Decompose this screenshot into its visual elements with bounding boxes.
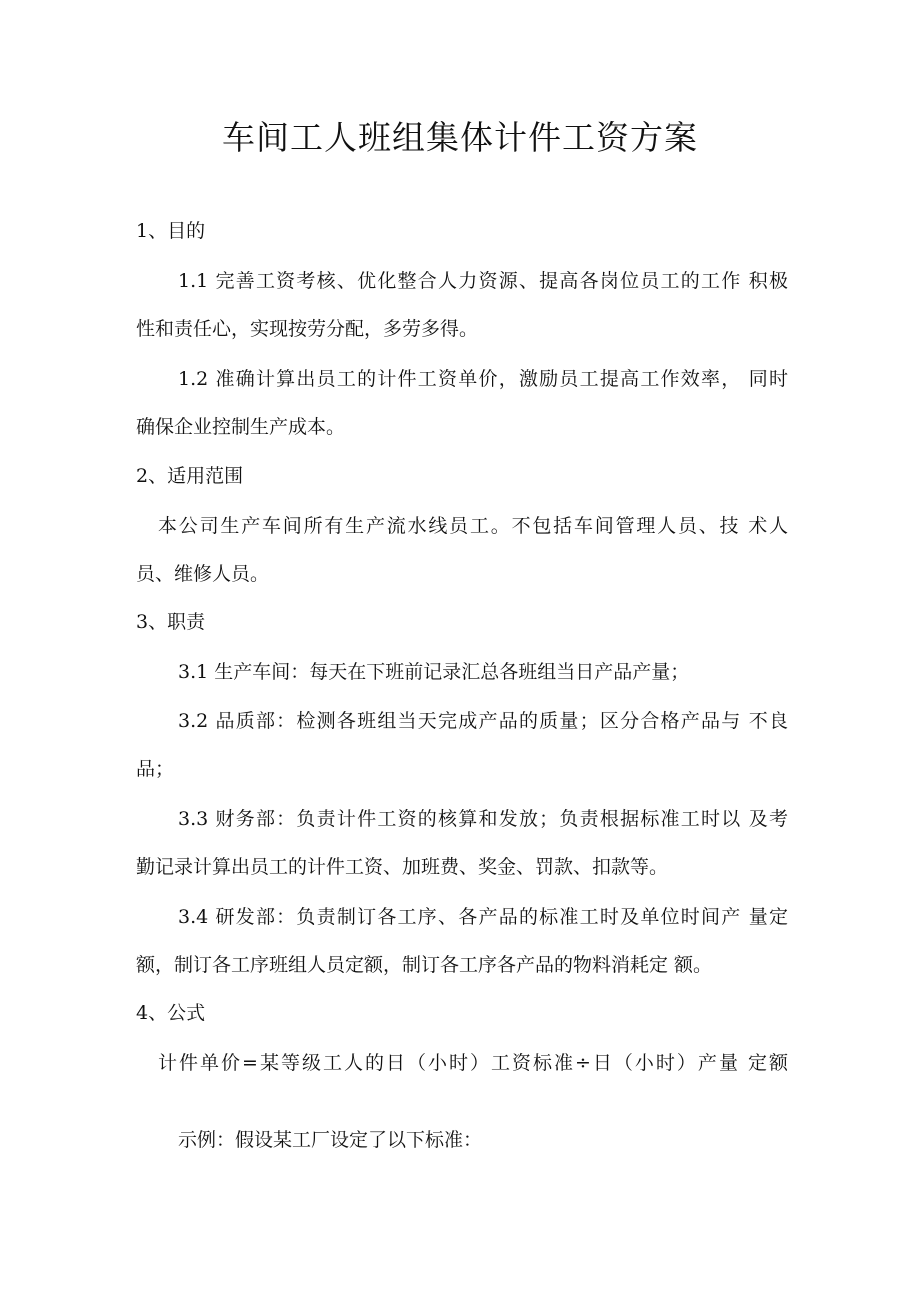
paragraph-3-4-line-1: 3.4 研发部：负责制订各工序、各产品的标准工时及单位时间产 量定 <box>178 906 788 928</box>
paragraph-1-2-line-2: 确保企业控制生产成本。 <box>136 416 346 438</box>
paragraph-3-2-line-2: 品； <box>136 758 175 780</box>
section-heading-duties: 3、职责 <box>136 611 206 633</box>
section-heading-purpose: 1、目的 <box>136 220 206 242</box>
section-heading-scope: 2、适用范围 <box>136 465 244 487</box>
example-line: 示例：假设某工厂设定了以下标准： <box>178 1129 483 1151</box>
paragraph-3-3-line-2: 勤记录计算出员工的计件工资、加班费、奖金、罚款、扣款等。 <box>136 856 669 878</box>
paragraph-3-4-line-2: 额，制订各工序班组人员定额，制订各工序各产品的物料消耗定 额。 <box>136 954 713 976</box>
section-heading-formula: 4、公式 <box>136 1002 206 1024</box>
paragraph-scope-line-1: 本公司生产车间所有生产流水线员工。不包括车间管理人员、技 术人 <box>158 515 788 537</box>
document-title: 车间工人班组集体计件工资方案 <box>222 118 698 157</box>
paragraph-1-1-line-1: 1.1 完善工资考核、优化整合人力资源、提高各岗位员工的工作 积极 <box>178 270 788 292</box>
paragraph-3-1: 3.1 生产车间：每天在下班前记录汇总各班组当日产品产量； <box>178 661 690 683</box>
paragraph-3-3-line-1: 3.3 财务部：负责计件工资的核算和发放；负责根据标准工时以 及考 <box>178 808 788 830</box>
paragraph-3-2-line-1: 3.2 品质部：检测各班组当天完成产品的质量；区分合格产品与 不良 <box>178 710 788 732</box>
paragraph-1-1-line-2: 性和责任心，实现按劳分配，多劳多得。 <box>136 318 479 340</box>
paragraph-scope-line-2: 员、维修人员。 <box>136 563 270 585</box>
paragraph-1-2-line-1: 1.2 准确计算出员工的计件工资单价，激励员工提高工作效率， 同时 <box>178 368 788 390</box>
formula-line: 计件单价=某等级工人的日（小时）工资标准÷日（小时）产量 定额 <box>158 1052 788 1074</box>
